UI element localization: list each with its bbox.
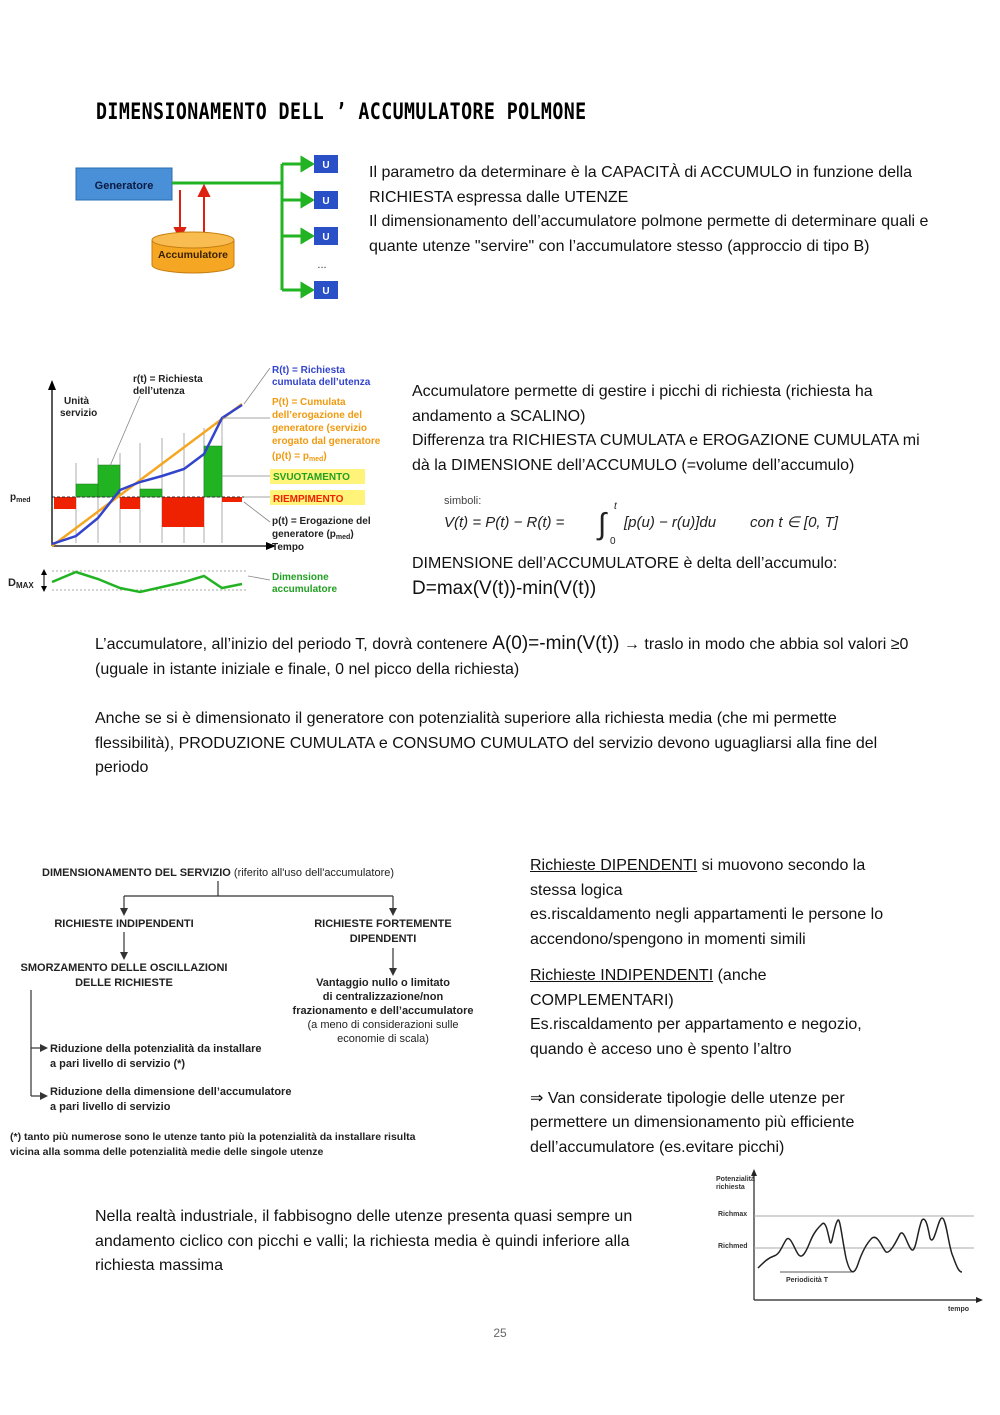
y-label-2: richiesta [716, 1184, 745, 1191]
R-label-2: cumulata dell’utenza [272, 377, 371, 388]
diagram-header: DIMENSIONAMENTO DEL SERVIZIO (riferito all'uso dell'accumulatore) [42, 867, 395, 879]
svg-text:V(t) = P(t) − R(t) =: V(t) = P(t) − R(t) = [444, 514, 565, 531]
dependent-label: Richieste DIPENDENTI [530, 857, 698, 874]
smorz-1: SMORZAMENTO DELLE OSCILLAZIONI [20, 962, 228, 974]
svg-text:0: 0 [610, 536, 616, 547]
intro-line-1: Il parametro da determinare è la CAPACITÀ di ACCUMULO in funzione della RICHIESTA espressa dalle UTENZE [369, 164, 913, 206]
industrial-text: Nella realtà industriale, il fabbisogno delle utenze presenta quasi sempre un andamento ciclico con picchi e valli; la richiesta media è quindi inferiore alla richiesta massima [95, 1208, 633, 1274]
dim-label-2: accumulatore [272, 584, 338, 595]
vant-4: (a meno di considerazioni sulle [307, 1019, 459, 1031]
svg-text:∫: ∫ [598, 508, 607, 541]
accumulation-line-1: Accumulatore permette di gestire i picchi di richiesta (richiesta ha andamento a SCALINO) [412, 383, 873, 425]
accumulator-schema-diagram [70, 150, 360, 305]
utenza-label-1: U [322, 160, 330, 171]
intro-line-2: Il dimensionamento dell’accumulatore polmone permette di determinare quali e quante utenze "servire" con l’accumulatore stesso (approccio di tipo B) [369, 213, 929, 255]
p-label-1: p(t) = Erogazione del [272, 516, 371, 527]
dependent-desc: si muovono secondo la stessa logica [530, 857, 866, 899]
right-title-2: DIPENDENTI [349, 933, 417, 945]
y-label-1: Potenzialità [716, 1176, 755, 1183]
svuotamento-tag: SVUOTAMENTO [273, 472, 350, 483]
riempimento-bar [120, 497, 140, 509]
svg-text:t: t [614, 501, 617, 512]
dim-label-1: Dimensione [272, 572, 329, 583]
dimension-text [412, 552, 932, 601]
riempimento-bar [162, 497, 204, 527]
independent-desc: (anche COMPLEMENTARI) [530, 967, 767, 1009]
svuotamento-bar [204, 446, 222, 497]
balance-text: Anche se si è dimensionato il generatore con potenzialità superiore alla richiesta media (che mi permette flessibilità), PRODUZIONE CUMULATA e CONSUMO CUMULATO del servizio devono uguagliarsi alla fine del periodo [95, 710, 878, 776]
p-label-2: generatore $(p_{med})$ [272, 529, 354, 541]
initial-content-post: → traslo in modo che abbia sol valori ≥0 (uguale in istante iniziale e finale, 0 nel picco della richiesta) [95, 636, 909, 678]
P-label-1: P(t) = Cumulata [272, 397, 346, 408]
initial-content-formula: A(0)=-min(V(t)) [492, 633, 620, 654]
P-label-5: $(p(t) = p_{med})$ [272, 451, 327, 463]
svg-text:[p(u) − r(u)]du: [p(u) − r(u)]du [624, 514, 717, 531]
service-dimensioning-diagram [8, 858, 496, 1163]
volume-formula [440, 496, 860, 548]
vant-1: Vantaggio nullo o limitato [316, 977, 450, 989]
smorz-2: DELLE RICHIESTE [75, 977, 173, 989]
richmax-label: Richmax [718, 1211, 748, 1218]
rid1-a: Riduzione della potenzialità da installare [50, 1043, 262, 1055]
cyclic-demand-chart [712, 1168, 984, 1316]
initial-content-text [95, 632, 910, 682]
initial-content-pre: L’accumulatore, all’inizio del periodo T, dovrà contenere [95, 636, 493, 653]
footnote-1: (*) tanto più numerose sono le utenze tanto più la potenzialità da installare risulta [10, 1131, 416, 1143]
r-label-2: dell’utenza [133, 386, 185, 397]
independent-label: Richieste INDIPENDENTI [530, 967, 714, 984]
tempo-axis-label: tempo [948, 1306, 969, 1313]
rid2-b: a pari livello di servizio [50, 1101, 171, 1113]
r-label-1: r(t) = Richiesta [133, 374, 203, 385]
R-label-1: R(t) = Richiesta [272, 365, 346, 376]
conclusion: ⇒ Van considerate tipologie delle utenze per permettere un dimensionamento più efficiente dell’accumulatore (es.evitare picchi) [530, 1089, 855, 1156]
pmed-label: $p_{med}$ [10, 492, 31, 504]
P-label-4: erogato dal generatore [272, 436, 381, 447]
utenza-label-3: U [322, 232, 330, 243]
accumulator-label: Accumulatore [157, 249, 229, 261]
generator-label: Generatore [94, 180, 154, 192]
simboli-label: simboli: [444, 495, 482, 507]
svuotamento-bar [76, 484, 98, 497]
tempo-label: Tempo [272, 542, 305, 553]
dimension-formula: D=max(V(t))-min(V(t)) [412, 577, 597, 599]
dmax-label: DMAX [8, 577, 34, 590]
page-number: 25 [493, 1326, 507, 1340]
accumulation-line-2: Differenza tra RICHIESTA CUMULATA e EROGAZIONE CUMULATA mi dà la DIMENSIONE dell’ACCUMULO (=volume dell’accumulo) [412, 432, 920, 474]
right-title-1: RICHIESTE FORTEMENTE [314, 918, 452, 930]
rid1-b: a pari livello di servizio (*) [50, 1058, 186, 1070]
dependent-example: es.riscaldamento negli appartamenti le persone lo accendono/spengono in momenti simili [530, 906, 884, 948]
accumulation-text [412, 380, 922, 478]
riempimento-bar [54, 497, 76, 509]
P-label-3: generatore (servizio [272, 423, 368, 434]
dimensione-accumulatore-line [52, 572, 242, 592]
left-title: RICHIESTE INDIPENDENTI [54, 918, 194, 930]
y-axis-label-unita: Unità [64, 396, 89, 407]
rid2-a: Riduzione della dimensione dell’accumulatore [50, 1086, 292, 1098]
P-label-2: dell’erogazione del [272, 410, 363, 421]
vant-3: frazionamento e dell’accumulatore [292, 1005, 474, 1017]
svg-text:con t ∈ [0, T]: con t ∈ [0, T] [750, 514, 839, 531]
demand-types-text [530, 854, 905, 1160]
footnote-2: vicina alla somma delle potenzialità medie delle singole utenze [10, 1146, 324, 1158]
y-axis-label-servizio: servizio [60, 408, 98, 419]
richmed-label: Richmed [718, 1243, 748, 1250]
vant-2: di centralizzazione/non [322, 991, 444, 1003]
dimension-line: DIMENSIONE dell’ACCUMULATORE è delta dell’accumulo: [412, 555, 838, 572]
periodo-label: Periodicità T [786, 1277, 829, 1284]
demand-curve [758, 1218, 962, 1272]
vant-5: economie di scala) [337, 1033, 429, 1045]
cumulative-demand-chart [8, 358, 400, 603]
utenza-ellipsis: ... [317, 259, 327, 271]
page-title: DIMENSIONAMENTO DELL ’ ACCUMULATORE POLMONE [96, 100, 587, 125]
riempimento-bar [222, 497, 242, 502]
riempimento-tag: RIEMPIMENTO [273, 494, 344, 505]
utenza-label-2: U [322, 196, 330, 207]
independent-example: Es.riscaldamento per appartamento e negozio, quando è acceso uno è spento l’altro [530, 1016, 862, 1058]
svuotamento-bar [140, 489, 162, 497]
utenza-label-4: U [322, 286, 330, 297]
intro-text [369, 161, 929, 259]
